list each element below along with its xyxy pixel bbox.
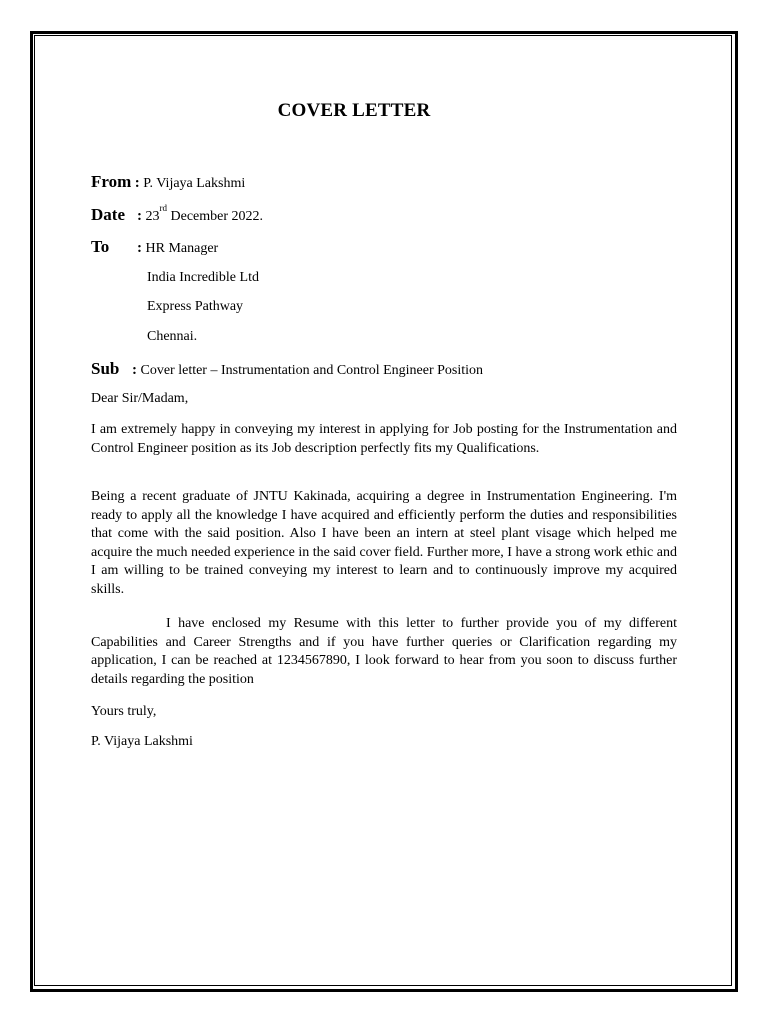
date-suffix: rd: [159, 203, 167, 213]
date-row: [91, 205, 263, 225]
subject-colon: :: [132, 362, 137, 378]
page-title: COVER LETTER: [277, 100, 431, 121]
to-line: HR Manager: [145, 241, 219, 256]
date-label: Date: [91, 205, 125, 224]
body-paragraph: I am extremely happy in conveying my interest in applying for Job posting for the Instrumentation and Control Engineer position as its Job description perfectly fits my Qualifications.: [91, 422, 677, 456]
date-rest: December 2022.: [167, 209, 264, 224]
to-line: Chennai.: [147, 329, 198, 344]
from-colon: :: [134, 175, 140, 191]
body-paragraph: I have enclosed my Resume with this letter to further provide you of my different Capabilities and Career Strengths and if you have further queries or Clarification regarding my application, I can be reached at 1234567890, I look forward to hear from you soon to discuss further details regarding the position: [91, 616, 677, 687]
from-label: From: [91, 172, 132, 191]
closing: Yours truly,: [91, 704, 157, 719]
to-label: To: [91, 237, 110, 256]
subject-value: Cover letter – Instrumentation and Control Engineer Position: [140, 363, 484, 378]
date-day: 23: [145, 209, 160, 224]
body-paragraph: Being a recent graduate of JNTU Kakinada, acquiring a degree in Instrumentation Engineering. I'm ready to apply all the knowledge I have acquired and efficiently perform the duties and responsibilities that come with the said position. Also I have been an intern at steel plant visage which helped me acquire the much needed experience in the said cover field. Further more, I have a strong work ethic and I am willing to be trained conveying my interest to learn and to continuously improve my acquired skills.: [91, 489, 677, 597]
subject-label: Sub: [91, 359, 120, 378]
subject-row: [91, 359, 483, 379]
to-colon: :: [137, 240, 142, 256]
from-row: [91, 172, 245, 192]
date-value: [145, 203, 264, 224]
salutation: Dear Sir/Madam,: [91, 391, 189, 406]
signature: P. Vijaya Lakshmi: [91, 734, 193, 749]
date-colon: :: [137, 208, 142, 224]
to-line: Express Pathway: [147, 299, 244, 314]
to-row: [91, 237, 218, 257]
from-value: P. Vijaya Lakshmi: [143, 176, 246, 191]
to-line: India Incredible Ltd: [147, 270, 259, 285]
